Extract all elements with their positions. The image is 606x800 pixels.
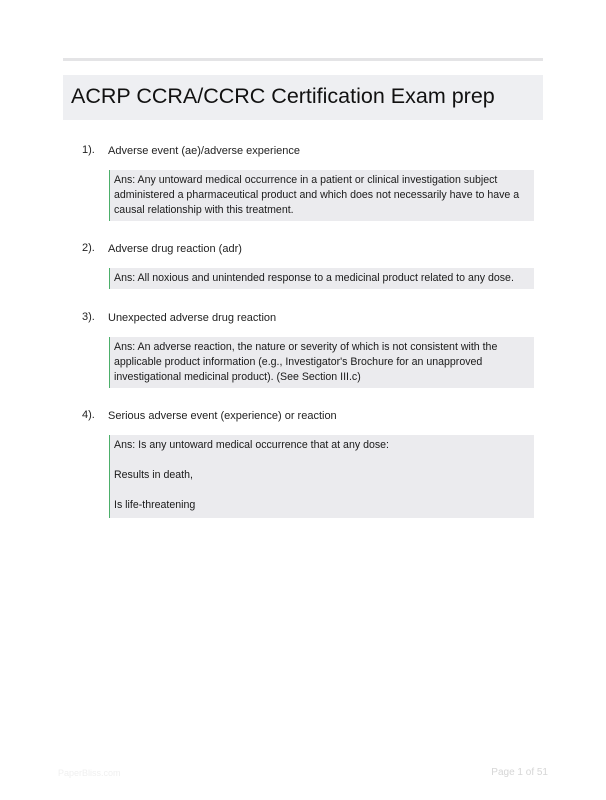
question-number: 1). — [82, 144, 95, 156]
answer-text: Ans: An adverse reaction, the nature or severity of which is not consistent with the applicable product information (e.g., Investigator's Brochure for an unapproved investigational medicinal product). (See Section III.c) — [114, 341, 498, 383]
page-title: ACRP CCRA/CCRC Certification Exam prep — [71, 84, 495, 108]
question-number: 4). — [82, 409, 95, 421]
question-text: Adverse event (ae)/adverse experience — [108, 145, 300, 157]
answer-box — [109, 337, 534, 388]
page-number: Page 1 of 51 — [491, 767, 548, 778]
question-number: 2). — [82, 242, 95, 254]
top-divider — [63, 58, 543, 61]
answer-box — [109, 435, 534, 518]
question-number: 3). — [82, 311, 95, 323]
question-text: Adverse drug reaction (adr) — [108, 243, 242, 255]
footer-watermark: PaperBliss.com — [58, 768, 121, 778]
answer-text: Results in death, — [114, 469, 193, 481]
question-text: Unexpected adverse drug reaction — [108, 312, 277, 324]
answer-text: Ans: All noxious and unintended response to a medicinal product related to any dose. — [114, 272, 514, 284]
title-bar — [63, 75, 543, 120]
answer-text: Is life-threatening — [114, 499, 196, 511]
answer-box — [109, 268, 534, 289]
answer-text: Ans: Is any untoward medical occurrence that at any dose: — [114, 439, 389, 451]
answer-box — [109, 170, 534, 221]
question-text: Serious adverse event (experience) or reaction — [108, 410, 337, 422]
answer-text: Ans: Any untoward medical occurrence in a patient or clinical investigation subject administered a pharmaceutical product and which does not necessarily have to have a causal relationship with this treatment. — [114, 174, 520, 216]
